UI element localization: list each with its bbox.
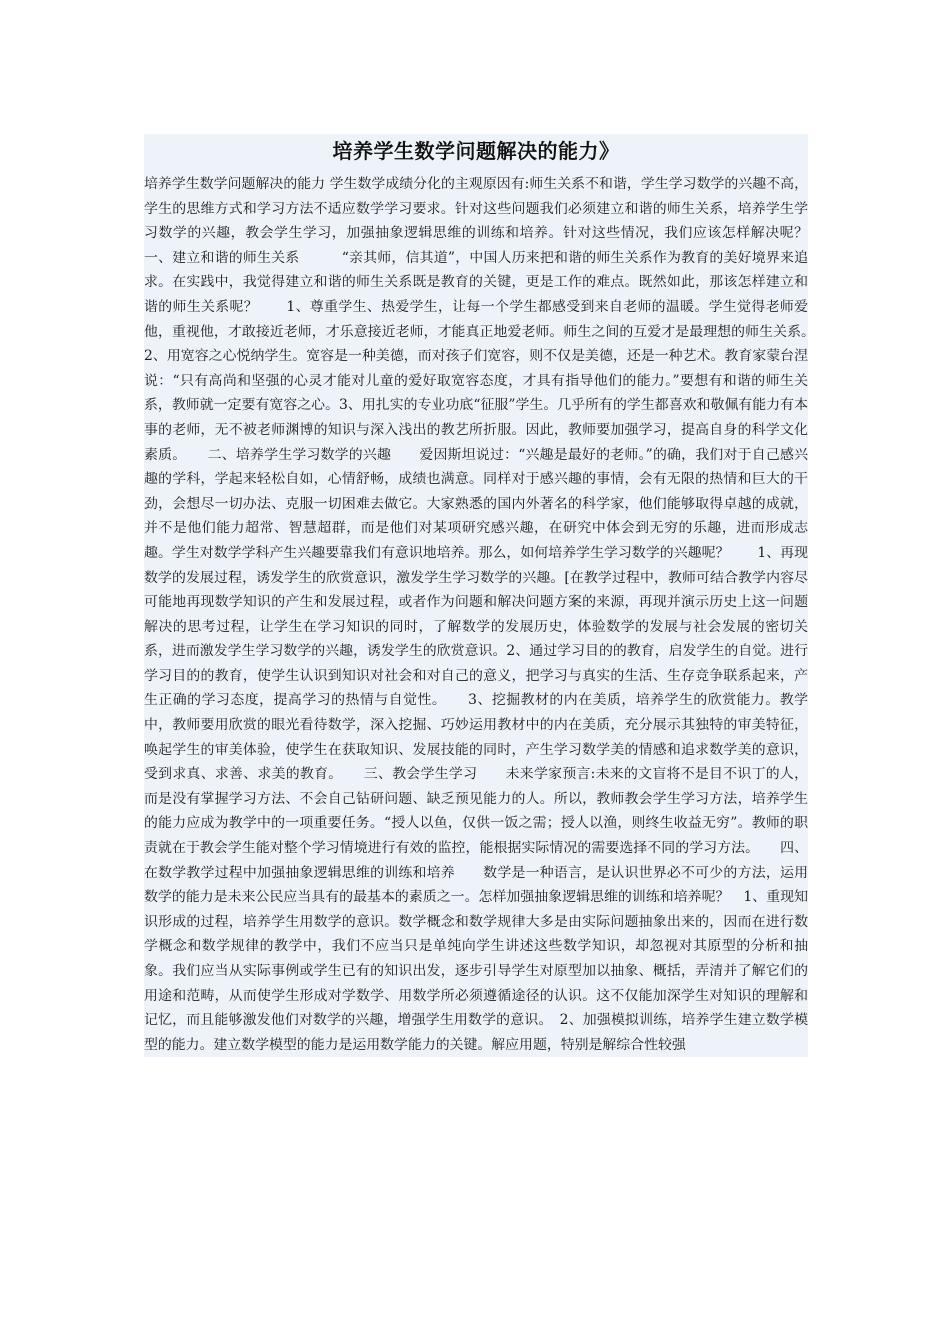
document-title: 培养学生数学问题解决的能力》: [332, 139, 620, 163]
document-content: [144, 134, 850, 1057]
document-body-text: 培养学生数学问题解决的能力 学生数学成绩分化的主观原因有:师生关系不和谐，学生学习数学的兴趣不高，学生的思维方式和学习方法不适应数学学习要求。针对这些问题我们必须建立和谐的师生关系，培养学生学习数学的兴趣，教会学生学习，加强抽象逻辑思维的训练和培养。针对这些情况，我们应该怎样解决呢？ 一、建立和谐的师生关系 “亲其师，信其道”，中国人历来把和谐的师生关系作为教育的美好境界来追求。在实践中，我觉得建立和谐的师生关系既是教育的关键，更是工作的难点。既然如此，那该怎样建立和谐的师生关系呢？ 1、尊重学生、热爱学生，让每一个学生都感受到来自老师的温暖。学生觉得老师爱他，重视他，才敢接近老师，才乐意接近老师，才能真正地爱老师。师生之间的互爱才是最理想的师生关系。 2、用宽容之心悦纳学生。宽容是一种美德，而对孩子们宽容，则不仅是美德，还是一种艺术。教育家蒙台涅说：“只有高尚和坚强的心灵才能对儿童的爱好取宽容态度，才具有指导他们的能力。”要想有和谐的师生关系，教师就一定要有宽容之心。3、用扎实的专业功底“征服”学生。几乎所有的学生都喜欢和敬佩有能力有本事的老师，无不被老师渊博的知识与深入浅出的教艺所折服。因此，教师要加强学习，提高自身的科学文化素质。 二、培养学生学习数学的兴趣 爱因斯坦说过：“兴趣是最好的老师。”的确，我们对于自己感兴趣的学科，学起来轻松自如，心情舒畅，成绩也满意。同样对于感兴趣的事情，会有无限的热情和巨大的干劲，会想尽一切办法、克服一切困难去做它。大家熟悉的国内外著名的科学家，他们能够取得卓越的成就，并不是他们能力超常、智慧超群，而是他们对某项研究感兴趣，在研究中体会到无穷的乐趣，进而形成志趣。学生对数学学科产生兴趣要靠我们有意识地培养。那么，如何培养学生学习数学的兴趣呢？ 1、再现数学的发展过程，诱发学生的欣赏意识，激发学生学习数学的兴趣。[在教学过程中，教师可结合教学内容尽可能地再现数学知识的产生和发展过程，或者作为问题和解决问题方案的来源，再现并演示历史上这一问题解决的思考过程，让学生在学习知识的同时，了解数学的发展历史，体验数学的发展与社会发展的密切关系，进而激发学生学习数学的兴趣，诱发学生的欣赏意识。2、通过学习目的的教育，启发学生的自觉。进行学习目的的教育，使学生认识到知识对社会和对自己的意义，把学习与真实的生活、生存竞争联系起来，产生正确的学习态度，提高学习的热情与自觉性。 3、挖掘教材的内在美质，培养学生的欣赏能力。教学中，教师要用欣赏的眼光看待数学，深入挖掘、巧妙运用教材中的内在美质，充分展示其独特的审美特征，唤起学生的审美体验，使学生在获取知识、发展技能的同时，产生学习数学美的情感和追求数学美的意识，受到求真、求善、求美的教育。 三、教会学生学习 未来学家预言:未来的文盲将不是目不识丁的人，而是没有掌握学习方法、不会自己钻研问题、缺乏预见能力的人。所以，教师教会学生学习方法，培养学生的能力应成为教学中的一项重要任务。“授人以鱼，仅供一饭之需；授人以渔，则终生收益无穷”。教师的职责就在于教会学生能对整个学习情境进行有效的监控，能根据实际情况的需要选择不同的学习方法。 四、在数学教学过程中加强抽象逻辑思维的训练和培养 数学是一种语言，是认识世界必不可少的方法，运用数学的能力是未来公民应当具有的最基本的素质之一。怎样加强抽象逻辑思维的训练和培养呢？ 1、重现知识形成的过程，培养学生用数学的意识。数学概念和数学规律大多是由实际问题抽象出来的，因而在进行数学概念和数学规律的教学中，我们不应当只是单纯向学生讲述这些数学知识，却忽视对其原型的分析和抽象。我们应当从实际事例或学生已有的知识出发，逐步引导学生对原型加以抽象、概括，弄清并了解它们的用途和范畴，从而使学生形成对学数学、用数学所必须遵循途径的认识。这不仅能加深学生对知识的理解和记忆，而且能够激发他们对数学的兴趣，增强学生用数学的意识。 2、加强模拟训练，培养学生建立数学模型的能力。建立数学模型的能力是运用数学能力的关键。解应用题，特别是解综合性较强: [144, 176, 850, 1053]
